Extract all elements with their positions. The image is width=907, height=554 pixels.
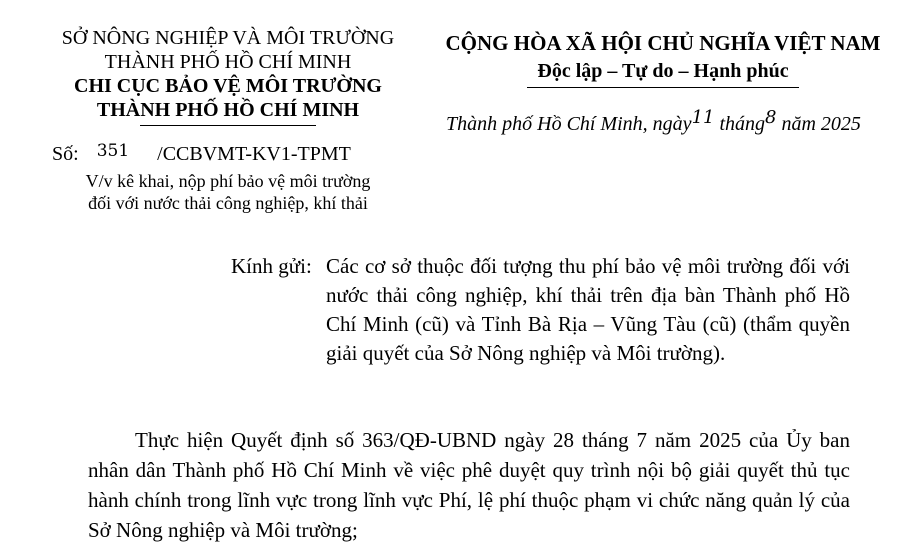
recipient-label: Kính gửi: (231, 254, 312, 278)
doc-number-value: 351 (96, 141, 130, 161)
nation-title: CỘNG HÒA XÃ HỘI CHỦ NGHĨA VIỆT NAM (445, 31, 881, 55)
document-subject (40, 170, 416, 214)
recipient-text: Các cơ sở thuộc đối tượng thu phí bảo vệ môi trường đối với nước thải công nghiệp, khí thải trên địa bàn Thành phố Hồ Chí Minh (cũ) và Tỉnh Bà Rịa – Vũng Tàu (cũ) (thẩm quyền giải quyết của Sở Nông nghiệp và Môi trường). (326, 254, 850, 365)
national-header (430, 29, 896, 88)
body-paragraph: Thực hiện Quyết định số 363/QĐ-UBND ngày 28 tháng 7 năm 2025 của Ủy ban nhân dân Thành phố Hồ Chí Minh về việc phê duyệt quy trình nội bộ giải quyết thủ tục hành chính trong lĩnh vực trong lĩnh vực Phí, lệ phí thuộc phạm vi chức năng quản lý của Sở Nông nghiệp và Môi trường; (88, 428, 850, 542)
subject-line-2: đối với nước thải công nghiệp, khí thải (88, 193, 368, 213)
national-motto: Độc lập – Tự do – Hạnh phúc (537, 60, 789, 82)
agency-underline (140, 125, 316, 126)
ministry-line-2: THÀNH PHỐ HỒ CHÍ MINH (104, 51, 352, 73)
agency-line-2: THÀNH PHỐ HỒ CHÍ MINH (96, 99, 360, 121)
issuing-agency-header (40, 26, 416, 126)
date-month: 8 (765, 107, 777, 128)
date-day: 11 (691, 107, 715, 128)
date-month-label: tháng (719, 113, 766, 135)
doc-number-suffix: /CCBVMT-KV1-TPMT (157, 143, 351, 165)
agency-line-1: CHI CỤC BẢO VỆ MÔI TRƯỜNG (74, 75, 382, 97)
doc-number-label: Số: (52, 143, 79, 165)
document-number (52, 143, 351, 166)
date-year-label: năm 2025 (781, 113, 861, 135)
ministry-line-1: SỞ NÔNG NGHIỆP VÀ MÔI TRƯỜNG (61, 27, 395, 49)
date-prefix: Thành phố Hồ Chí Minh, ngày (446, 113, 692, 135)
issue-date (446, 107, 861, 136)
subject-line-1: V/v kê khai, nộp phí bảo vệ môi trường (85, 171, 371, 191)
motto-underline (527, 87, 799, 88)
